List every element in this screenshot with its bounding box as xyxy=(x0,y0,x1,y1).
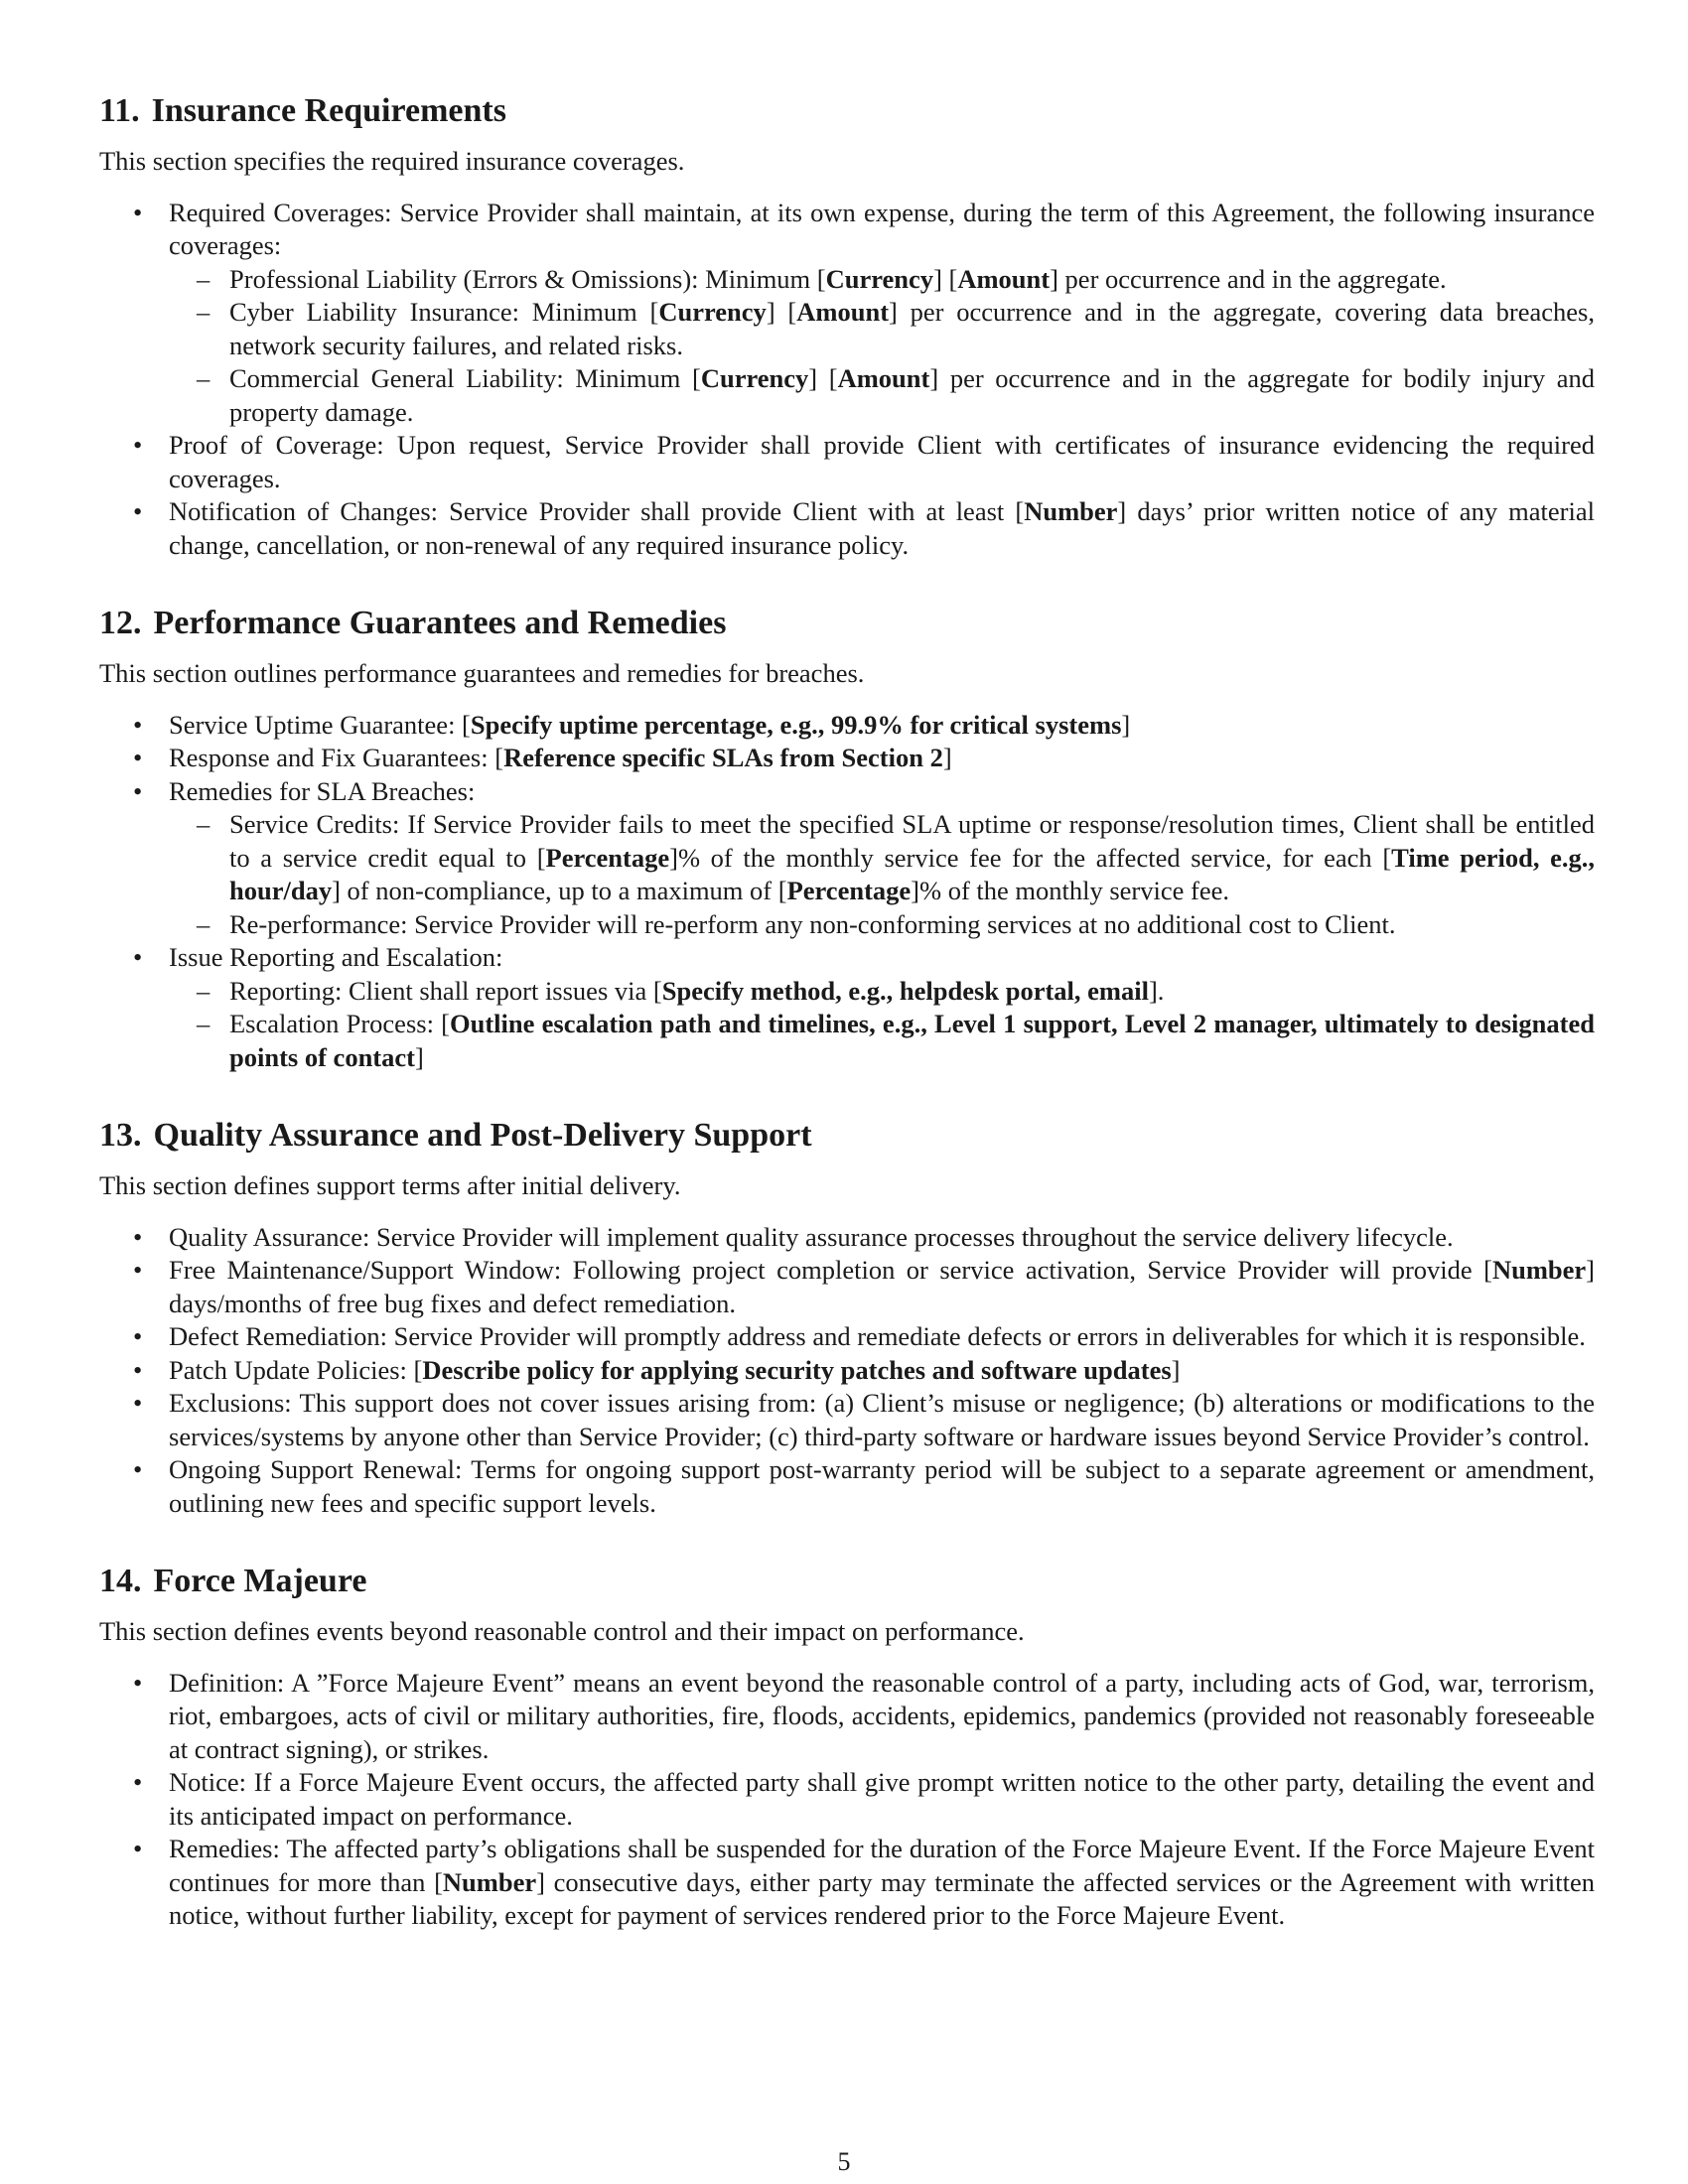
bullet-icon: • xyxy=(133,1388,143,1418)
text-segment: ] xyxy=(1121,709,1131,740)
list-item xyxy=(99,1833,1595,1933)
text-segment: Response and Fix Guarantees: [ xyxy=(169,743,504,772)
list-item-text: Remedies for SLA Breaches: xyxy=(169,775,476,806)
sub-list-item xyxy=(169,808,1595,908)
text-segment: Professional Liability (Errors & Omissions): Minimum [ xyxy=(229,263,826,294)
bullet-icon: • xyxy=(133,430,143,460)
bullet-icon: • xyxy=(133,942,143,972)
section-intro: This section defines events beyond reasonable control and their impact on performance. xyxy=(99,1616,1025,1646)
text-segment: Escalation Process: [ xyxy=(229,1009,450,1038)
list-item xyxy=(99,197,1595,430)
section-heading xyxy=(99,91,1595,131)
dash-icon: – xyxy=(197,908,211,939)
dash-icon: – xyxy=(197,297,211,327)
text-segment: ]% of the monthly service fee for the affected service, for each [ xyxy=(669,842,1392,873)
text-segment: ]. xyxy=(1148,975,1165,1006)
placeholder-field: Amount xyxy=(837,363,930,393)
placeholder-field: Percentage xyxy=(786,876,912,905)
text-segment: ] per occurrence and in the aggregate. xyxy=(1050,263,1447,294)
list-item xyxy=(99,1387,1595,1453)
list-item-text: Defect Remediation: Service Provider will promptly address and remediate defects or errors in deliverables for which it is responsible. xyxy=(169,1321,1586,1351)
section-heading xyxy=(99,1116,1595,1156)
placeholder-field: Percentage xyxy=(545,842,670,873)
dash-icon: – xyxy=(197,263,211,294)
text-segment: Patch Update Policies: [ xyxy=(169,1354,423,1385)
section-title: Insurance Requirements xyxy=(151,92,506,129)
text-segment: Remedies: The affected party’s obligations shall be suspended for the duration of the Force Majeure Event. If the Force Majeure Event continues for more than [ xyxy=(169,1834,1595,1897)
list-item-text: Issue Reporting and Escalation: xyxy=(169,942,503,972)
section-11 xyxy=(99,91,1595,562)
section-intro: This section defines support terms after initial delivery. xyxy=(99,1170,681,1200)
bullet-icon: • xyxy=(133,1354,143,1385)
section-number: 13. xyxy=(99,1117,142,1154)
dash-icon: – xyxy=(197,1009,211,1038)
list-item xyxy=(99,1221,1595,1255)
text-segment: ] days’ prior written notice of any material change, cancellation, or non-renewal of any required insurance policy. xyxy=(169,496,1595,560)
list-item xyxy=(99,742,1595,775)
text-segment: ] per occurrence and in the aggregate for bodily injury and property damage. xyxy=(229,363,1596,427)
section-title: Force Majeure xyxy=(153,1563,367,1599)
sub-list-item xyxy=(169,975,1595,1009)
bullet-list xyxy=(99,1221,1595,1521)
bullet-list xyxy=(99,197,1595,563)
section-title: Quality Assurance and Post-Delivery Support xyxy=(153,1117,812,1154)
list-item xyxy=(99,1453,1595,1520)
dash-icon: – xyxy=(197,975,211,1006)
placeholder-field: Amount xyxy=(796,297,890,327)
bullet-icon: • xyxy=(133,1767,143,1797)
text-segment: Free Maintenance/Support Window: Following project completion or service activation, Service Provider will provide [ xyxy=(169,1255,1492,1285)
bullet-icon: • xyxy=(133,709,143,740)
bullet-icon: • xyxy=(133,1834,143,1863)
bullet-icon: • xyxy=(133,743,143,772)
sub-list-item xyxy=(169,296,1595,362)
sub-list xyxy=(169,975,1595,1075)
list-item xyxy=(99,775,1595,942)
sub-list xyxy=(169,263,1595,430)
text-segment: Service Uptime Guarantee: [ xyxy=(169,709,471,740)
list-item xyxy=(99,1254,1595,1320)
placeholder-field: Specify uptime percentage, e.g., 99.9% for critical systems xyxy=(470,709,1122,740)
bullet-icon: • xyxy=(133,496,143,526)
dash-icon: – xyxy=(197,809,211,839)
sub-list-item xyxy=(169,1008,1595,1074)
bullet-icon: • xyxy=(133,775,143,806)
text-segment: ] of non-compliance, up to a maximum of [ xyxy=(332,876,787,905)
text-segment: ] per occurrence and in the aggregate, covering data breaches, network security failures, and related risks. xyxy=(229,297,1595,360)
text-segment: ] [ xyxy=(808,363,838,393)
placeholder-field: Reference specific SLAs from Section 2 xyxy=(503,743,943,772)
text-segment: ] consecutive days, either party may terminate the affected services or the Agreement with written notice, without further liability, except for payment of services rendered prior to the Force Majeure Event. xyxy=(169,1866,1595,1930)
section-12 xyxy=(99,604,1595,1074)
bullet-icon: • xyxy=(133,1255,143,1285)
dash-icon: – xyxy=(197,363,211,393)
text-segment: Commercial General Liability: Minimum [ xyxy=(229,363,701,393)
section-number: 14. xyxy=(99,1563,142,1599)
text-segment: ] [ xyxy=(766,297,797,327)
list-item xyxy=(99,429,1595,495)
list-item xyxy=(99,1766,1595,1833)
placeholder-field: Specify method, e.g., helpdesk portal, email xyxy=(661,975,1149,1006)
placeholder-field: Describe policy for applying security patches and software updates xyxy=(422,1354,1172,1385)
placeholder-field: Time period, e.g., hour/day xyxy=(229,842,1595,905)
list-item-text: Notice: If a Force Majeure Event occurs, the affected party shall give prompt written notice to the other party, detailing the event and its anticipated impact on performance. xyxy=(169,1767,1595,1831)
text-segment: Notification of Changes: Service Provider shall provide Client with at least [ xyxy=(169,496,1025,526)
section-intro: This section specifies the required insurance coverages. xyxy=(99,146,685,176)
list-item-text: Exclusions: This support does not cover issues arising from: (a) Client’s misuse or negligence; (b) alterations or modifications to the services/systems by anyone other than Service Provider; (c) third-party software or hardware issues beyond Service Provider’s control. xyxy=(169,1388,1595,1451)
placeholder-field: Number xyxy=(442,1866,537,1897)
text-segment: ] xyxy=(1171,1354,1181,1385)
section-heading xyxy=(99,604,1595,643)
placeholder-field: Number xyxy=(1024,496,1118,526)
placeholder-field: Currency xyxy=(658,297,767,327)
list-item-text: Definition: A ”Force Majeure Event” means an event beyond the reasonable control of a party, including acts of God, war, terrorism, riot, embargoes, acts of civil or military authorities, fire, floods, accidents, epidemics, pandemics (provided not reasonably foreseeable at contract signing), or strikes. xyxy=(169,1667,1595,1764)
list-item xyxy=(99,709,1595,743)
placeholder-field: Outline escalation path and timelines, e.g., Level 1 support, Level 2 manager, ultimately to designated points of contact xyxy=(229,1009,1595,1072)
list-item xyxy=(99,1354,1595,1388)
sub-list xyxy=(169,808,1595,941)
list-item xyxy=(99,1320,1595,1354)
text-segment: ]% of the monthly service fee. xyxy=(911,876,1229,905)
placeholder-field: Number xyxy=(1491,1255,1587,1285)
text-segment: ] days/months of free bug fixes and defect remediation. xyxy=(169,1255,1595,1318)
section-13 xyxy=(99,1116,1595,1520)
section-heading xyxy=(99,1562,1595,1601)
placeholder-field: Currency xyxy=(700,363,809,393)
list-item-text: Proof of Coverage: Upon request, Service Provider shall provide Client with certificates of insurance evidencing the required coverages. xyxy=(169,430,1595,493)
placeholder-field: Currency xyxy=(825,263,934,294)
text-segment: Reporting: Client shall report issues via [ xyxy=(229,975,662,1006)
page-number: 5 xyxy=(837,2147,851,2176)
sub-list-item xyxy=(169,263,1595,297)
text-segment: ] xyxy=(942,743,952,772)
bullet-icon: • xyxy=(133,1454,143,1484)
bullet-icon: • xyxy=(133,1321,143,1351)
text-segment: Cyber Liability Insurance: Minimum [ xyxy=(229,297,659,327)
list-item xyxy=(99,1667,1595,1767)
document-page xyxy=(99,91,1595,1975)
section-title: Performance Guarantees and Remedies xyxy=(153,605,727,641)
text-segment: ] [ xyxy=(933,263,958,294)
bullet-list xyxy=(99,709,1595,1075)
text-segment: Service Credits: If Service Provider fails to meet the specified SLA uptime or response/resolution times, Client shall be entitled to a service credit equal to [ xyxy=(229,809,1595,873)
sub-list-item xyxy=(169,908,1595,942)
bullet-list xyxy=(99,1667,1595,1933)
list-item-text: Ongoing Support Renewal: Terms for ongoing support post-warranty period will be subject to a separate agreement or amendment, outlining new fees and specific support levels. xyxy=(169,1454,1595,1518)
sub-list-item xyxy=(169,362,1595,429)
bullet-icon: • xyxy=(133,1667,143,1698)
section-number: 11. xyxy=(99,92,140,129)
text-segment: ] xyxy=(414,1041,424,1072)
section-number: 12. xyxy=(99,605,142,641)
placeholder-field: Amount xyxy=(957,263,1051,294)
section-14 xyxy=(99,1562,1595,1933)
list-item-text: Re-performance: Service Provider will re-perform any non-conforming services at no additional cost to Client. xyxy=(229,908,1396,939)
list-item xyxy=(99,495,1595,562)
list-item-text: Required Coverages: Service Provider shall maintain, at its own expense, during the term of this Agreement, the following insurance coverages: xyxy=(169,197,1595,260)
list-item-text: Quality Assurance: Service Provider will implement quality assurance processes throughout the service delivery lifecycle. xyxy=(169,1221,1454,1252)
bullet-icon: • xyxy=(133,1221,143,1252)
bullet-icon: • xyxy=(133,197,143,227)
list-item xyxy=(99,941,1595,1074)
section-intro: This section outlines performance guarantees and remedies for breaches. xyxy=(99,658,865,688)
